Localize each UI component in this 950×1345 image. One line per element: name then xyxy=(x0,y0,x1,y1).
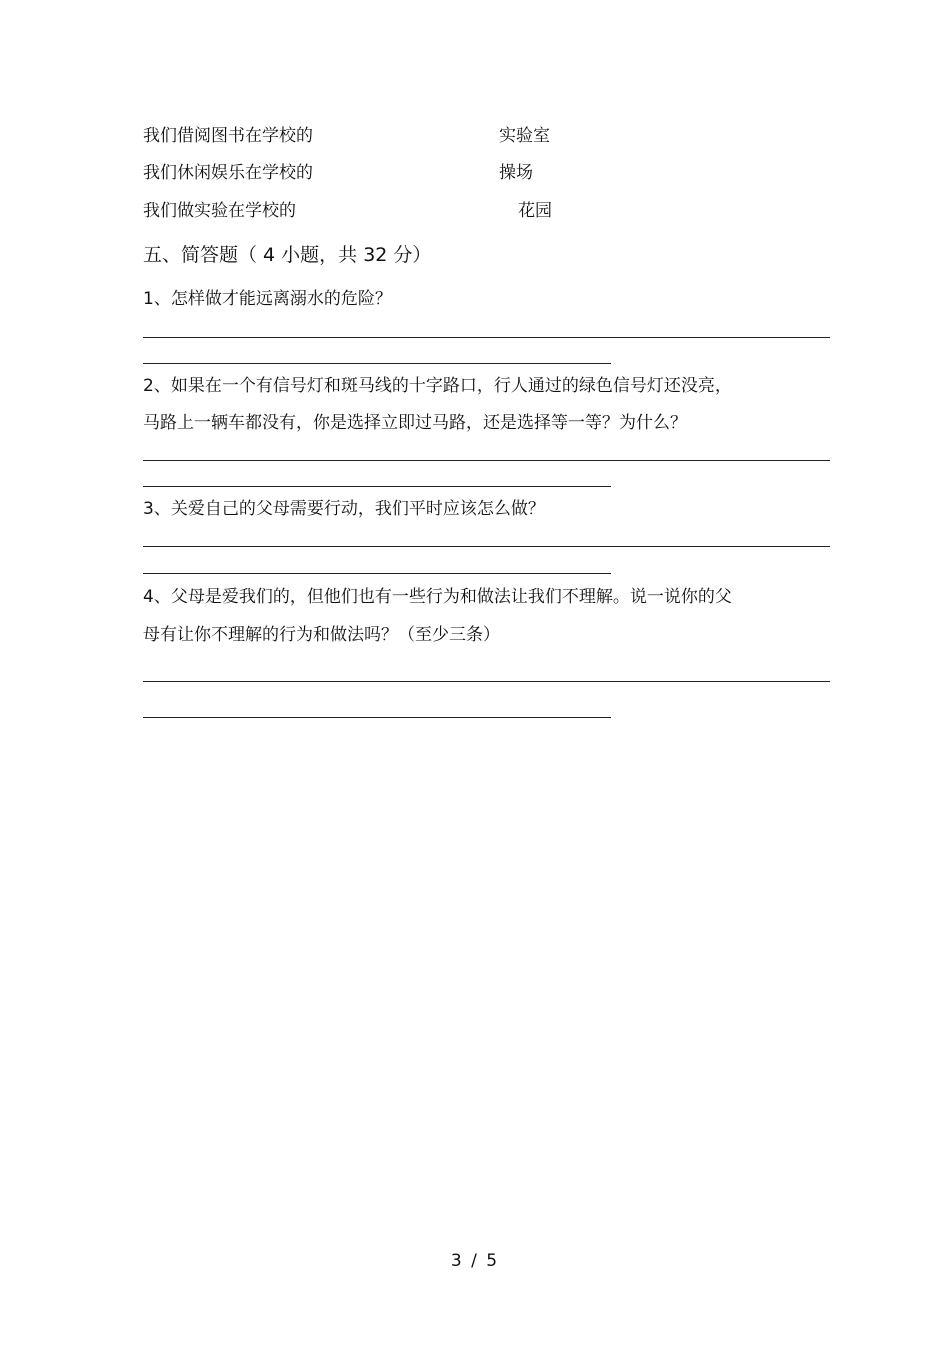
page-number: 3 / 5 xyxy=(450,1251,500,1271)
answer-line xyxy=(143,460,830,461)
answer-line xyxy=(143,337,830,338)
answer-line xyxy=(143,546,830,547)
answer-line xyxy=(143,573,611,574)
question-2-text-line-1: 2、如果在一个有信号灯和斑马线的十字路口，行人通过的绿色信号灯还没亮， xyxy=(143,376,732,396)
section-title: 五、简答题（ 4 小题，共 32 分） xyxy=(143,244,432,266)
answer-line xyxy=(143,363,611,364)
question-4-text-line-2: 母有让你不理解的行为和做法吗？（至少三条） xyxy=(143,625,500,645)
answer-line xyxy=(143,681,830,682)
question-3-text: 3、关爱自己的父母需要行动，我们平时应该怎么做？ xyxy=(143,499,545,519)
matching-row-3-left: 我们做实验在学校的 xyxy=(143,201,296,221)
matching-row-1-left: 我们借阅图书在学校的 xyxy=(143,126,313,146)
question-2-text-line-2: 马路上一辆车都没有，你是选择立即过马路，还是选择等一等？为什么？ xyxy=(143,413,687,433)
question-1-text: 1、怎样做才能远离溺水的危险？ xyxy=(143,289,392,309)
matching-row-2-right: 操场 xyxy=(499,163,533,183)
question-4-text-line-1: 4、父母是爱我们的，但他们也有一些行为和做法让我们不理解。说一说你的父 xyxy=(143,587,732,607)
matching-row-1-right: 实验室 xyxy=(499,126,550,146)
answer-line xyxy=(143,717,611,718)
matching-row-2-left: 我们休闲娱乐在学校的 xyxy=(143,163,313,183)
matching-row-3-right: 花园 xyxy=(518,201,552,221)
answer-line xyxy=(143,486,611,487)
